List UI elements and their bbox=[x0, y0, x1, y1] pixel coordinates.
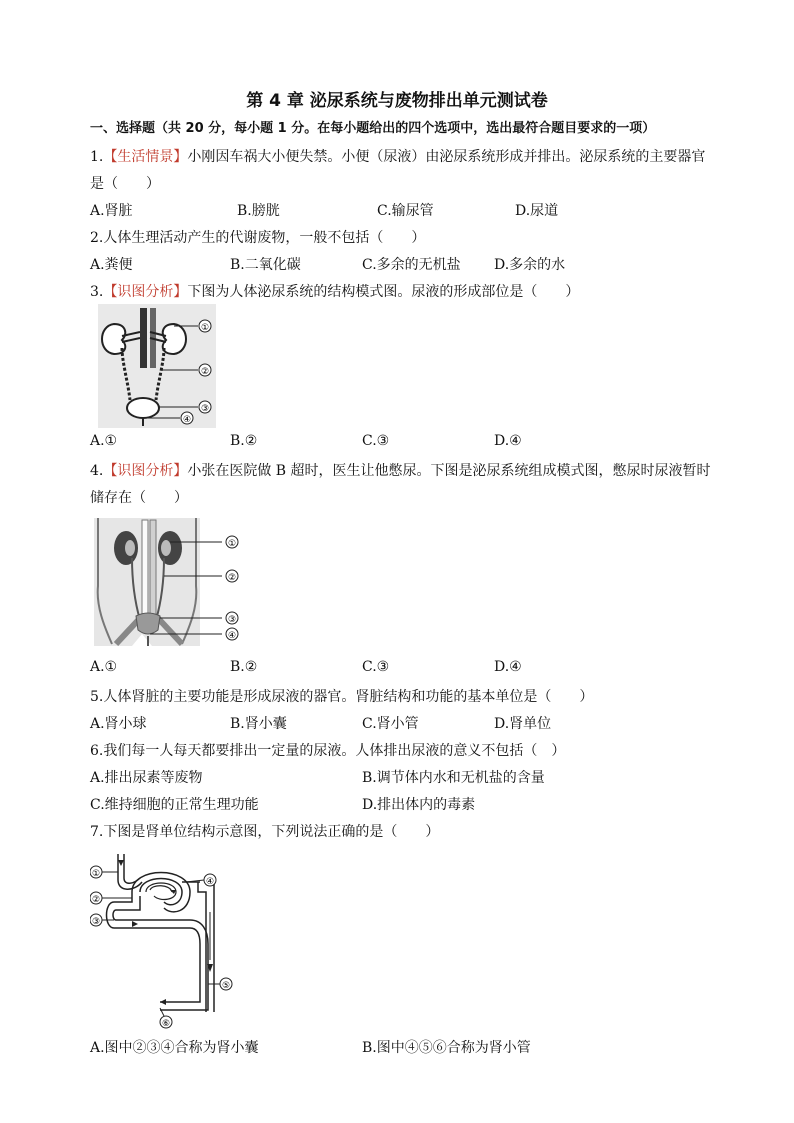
question-6-stem bbox=[90, 740, 565, 760]
question-tag: 【生活情景】 bbox=[103, 149, 188, 165]
q4-option-b: B.② bbox=[230, 659, 258, 675]
q2-option-d: D.多余的水 bbox=[494, 257, 566, 273]
question-number: 6. bbox=[90, 743, 104, 759]
q3-option-b: B.② bbox=[230, 433, 258, 449]
question-tag: 【识图分析】 bbox=[103, 463, 188, 479]
figure-label: ④ bbox=[227, 631, 237, 641]
q4-option-d: D.④ bbox=[494, 659, 522, 675]
q1-option-c: C.输尿管 bbox=[377, 203, 434, 219]
q3-option-c: C.③ bbox=[362, 433, 390, 449]
question-number: 4. bbox=[90, 463, 104, 479]
q3-option-d: D.④ bbox=[494, 433, 522, 449]
q2-option-b: B.二氧化碳 bbox=[230, 257, 301, 273]
figure-label: ① bbox=[227, 539, 237, 549]
q2-option-c: C.多余的无机盐 bbox=[362, 257, 461, 273]
urinary-system-figure-1 bbox=[92, 302, 222, 430]
q5-option-b: B.肾小囊 bbox=[230, 716, 287, 732]
q5-option-a: A.肾小球 bbox=[90, 716, 147, 732]
q3-option-a: A.① bbox=[90, 433, 118, 449]
question-number: 7. bbox=[90, 824, 104, 840]
figure-label: ⑥ bbox=[161, 1019, 171, 1029]
q1-option-a: A.肾脏 bbox=[90, 203, 133, 219]
figure-label: ② bbox=[200, 367, 210, 377]
figure-label: ③ bbox=[227, 615, 237, 625]
section-heading: 一、选择题（共 20 分，每小题 1 分。在每小题给出的四个选项中，选出最符合题目要求的一项） bbox=[90, 121, 656, 136]
q2-option-a: A.粪便 bbox=[90, 257, 133, 273]
question-text: 我们每一人每天都要排出一定量的尿液。人体排出尿液的意义不包括（ ） bbox=[103, 743, 566, 759]
nephron-figure bbox=[90, 852, 240, 1030]
question-number: 1. bbox=[90, 149, 104, 165]
figure-label: ④ bbox=[205, 877, 215, 887]
q4-option-c: C.③ bbox=[362, 659, 390, 675]
q1-option-b: B.膀胱 bbox=[237, 203, 280, 219]
question-2-stem bbox=[90, 227, 425, 247]
q6-option-c: C.维持细胞的正常生理功能 bbox=[90, 797, 259, 813]
q6-option-a: A.排出尿素等废物 bbox=[90, 770, 203, 786]
question-number: 5. bbox=[90, 689, 104, 705]
question-text: 小刚因车祸大小便失禁。小便（尿液）由泌尿系统形成并排出。泌尿系统的主要器官 bbox=[187, 149, 706, 165]
question-4-stem bbox=[90, 460, 711, 480]
q1-option-d: D.尿道 bbox=[515, 203, 559, 219]
question-text: 人体肾脏的主要功能是形成尿液的器官。肾脏结构和功能的基本单位是（ ） bbox=[103, 689, 594, 705]
question-number: 3. bbox=[90, 284, 104, 300]
question-text: 小张在医院做 B 超时，医生让他憋尿。下图是泌尿系统组成模式图，憋尿时尿液暂时 bbox=[187, 463, 711, 479]
figure-label: ① bbox=[200, 323, 210, 333]
q4-option-a: A.① bbox=[90, 659, 118, 675]
urinary-system-figure-2 bbox=[92, 516, 244, 648]
q5-option-c: C.肾小管 bbox=[362, 716, 419, 732]
question-number: 2. bbox=[90, 230, 104, 246]
figure-label: ④ bbox=[182, 415, 192, 425]
q5-option-d: D.肾单位 bbox=[494, 716, 552, 732]
question-text: 下图为人体泌尿系统的结构模式图。尿液的形成部位是（ ） bbox=[187, 284, 580, 300]
figure-label: ③ bbox=[200, 404, 210, 414]
question-text: 下图是肾单位结构示意图，下列说法正确的是（ ） bbox=[103, 824, 440, 840]
question-4-stem-cont: 储存在（ ） bbox=[90, 490, 188, 506]
q6-option-d: D.排出体内的毒素 bbox=[362, 797, 476, 813]
q7-option-b: B.图中④⑤⑥合称为肾小管 bbox=[362, 1040, 531, 1056]
page-title: 第 4 章 泌尿系统与废物排出单元测试卷 bbox=[246, 91, 548, 111]
figure-label: ① bbox=[91, 869, 101, 879]
figure-label: ⑤ bbox=[221, 981, 231, 991]
q7-option-a: A.图中②③④合称为肾小囊 bbox=[90, 1040, 259, 1056]
q6-option-b: B.调节体内水和无机盐的含量 bbox=[362, 770, 545, 786]
question-3-stem bbox=[90, 281, 579, 301]
question-tag: 【识图分析】 bbox=[103, 284, 188, 300]
question-7-stem bbox=[90, 821, 439, 841]
question-1-stem-cont: 是（ ） bbox=[90, 176, 160, 192]
question-text: 人体生理活动产生的代谢废物，一般不包括（ ） bbox=[103, 230, 426, 246]
figure-label: ② bbox=[91, 895, 101, 905]
figure-label: ③ bbox=[91, 917, 101, 927]
figure-label: ② bbox=[227, 573, 237, 583]
question-1-stem bbox=[90, 146, 705, 166]
question-5-stem bbox=[90, 686, 593, 706]
